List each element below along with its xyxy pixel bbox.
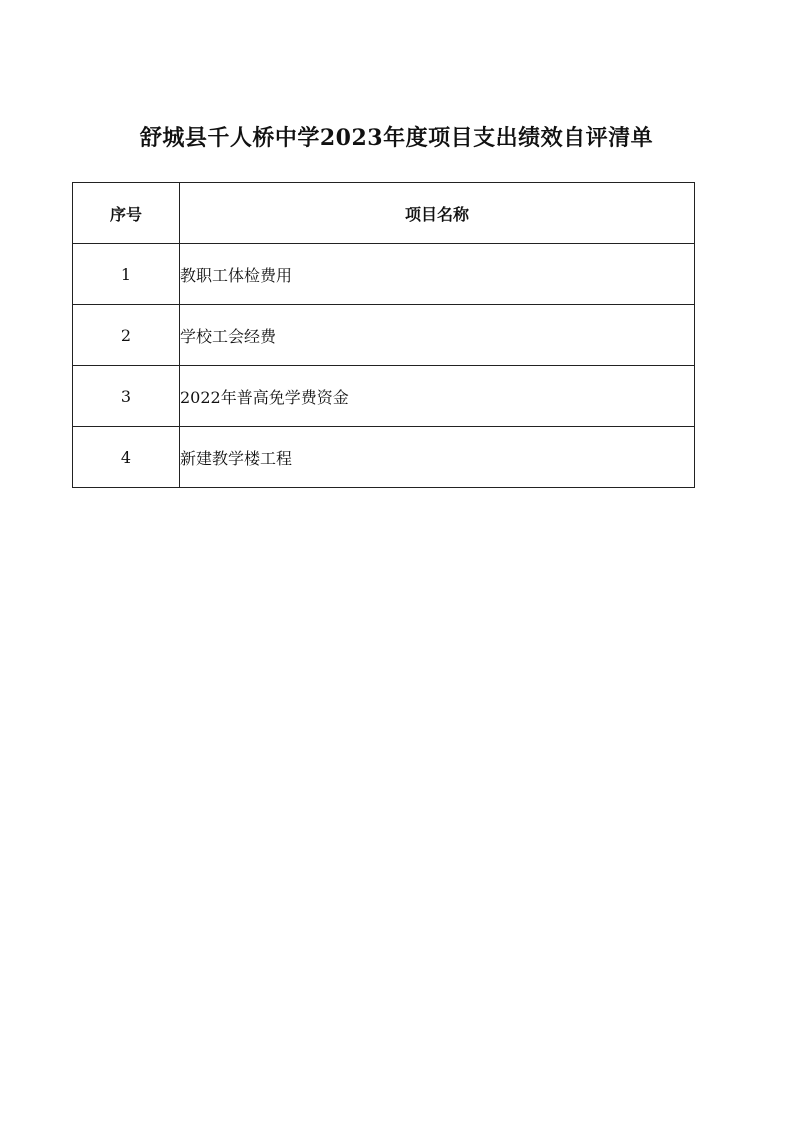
header-project-name: 项目名称 — [180, 183, 695, 244]
row-project-name: 教职工体检费用 — [180, 244, 695, 305]
row-project-name: 新建教学楼工程 — [180, 427, 695, 488]
row-project-name: 学校工会经费 — [180, 305, 695, 366]
table-row — [73, 427, 695, 488]
header-index: 序号 — [73, 183, 180, 244]
table-header-row — [73, 183, 695, 244]
row-project-name: 2022年普高免学费资金 — [180, 366, 695, 427]
row-index: 2 — [73, 305, 180, 366]
table-row — [73, 305, 695, 366]
row-index: 1 — [73, 244, 180, 305]
project-list-table — [72, 182, 695, 488]
row-index: 3 — [73, 366, 180, 427]
document-title: 舒城县千人桥中学2023年度项目支出绩效自评清单 — [139, 125, 654, 151]
table-row — [73, 244, 695, 305]
row-index: 4 — [73, 427, 180, 488]
table-row — [73, 366, 695, 427]
